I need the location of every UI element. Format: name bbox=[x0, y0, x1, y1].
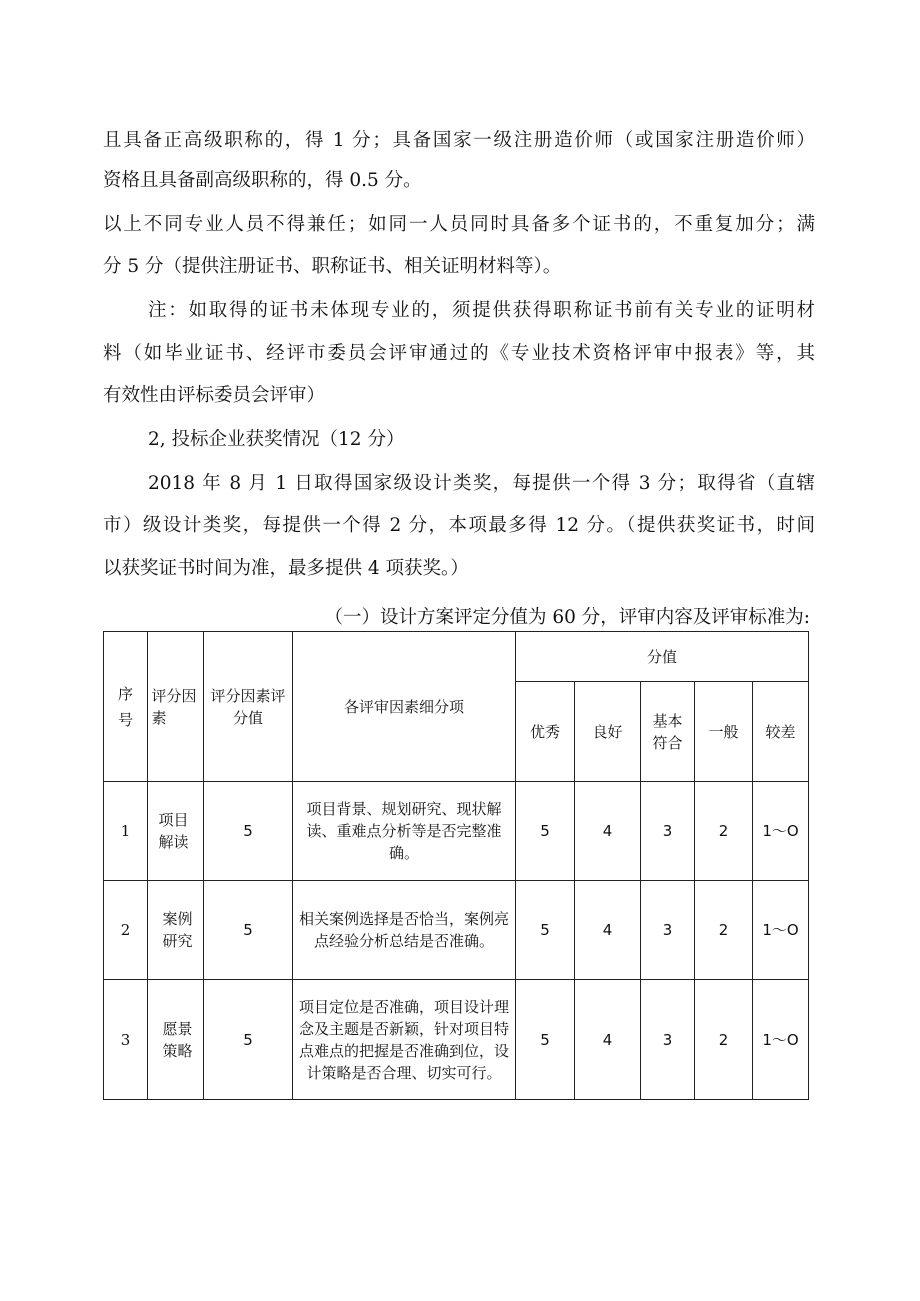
paragraph-line: 且具备正高级职称的，得 1 分；具备国家一级注册造价师（或国家注册造价师） bbox=[103, 130, 815, 151]
paragraph-line: 分 5 分（提供注册证书、职称证书、相关证明材料等）。 bbox=[103, 256, 562, 277]
table-row bbox=[104, 881, 809, 980]
row-factor-score: 5 bbox=[204, 980, 293, 1100]
row-general: 2 bbox=[695, 782, 753, 881]
row-seq: 3 bbox=[104, 980, 148, 1100]
award-line: 2018 年 8 月 1 日取得国家级设计类奖，每提供一个得 3 分；取得省（直辖 bbox=[148, 473, 815, 494]
table-row bbox=[104, 782, 809, 881]
award-line: 市）级设计类奖，每提供一个得 2 分，本项最多得 12 分。（提供获奖证书，时间 bbox=[103, 515, 815, 536]
table-caption: （一）设计方案评定分值为 60 分，评审内容及评审标准为: bbox=[324, 607, 810, 628]
row-factor: 案例研究 bbox=[148, 881, 204, 980]
header-poor: 较差 bbox=[753, 682, 809, 782]
row-factor-score: 5 bbox=[204, 782, 293, 881]
paragraph-line: 资格且具备副高级职称的，得 0.5 分。 bbox=[103, 170, 422, 191]
row-good: 4 bbox=[575, 881, 641, 980]
table-header-row bbox=[104, 632, 809, 682]
row-basic: 3 bbox=[641, 881, 695, 980]
row-basic: 3 bbox=[641, 782, 695, 881]
row-detail: 项目定位是否准确，项目设计理念及主题是否新颖，针对项目特点难点的把握是否准确到位，设计策略是否合理、切实可行。 bbox=[293, 980, 516, 1100]
note-line: 注：如取得的证书未体现专业的，须提供获得职称证书前有关专业的证明材 bbox=[148, 300, 815, 321]
header-score-group: 分值 bbox=[516, 632, 809, 682]
note-line: 有效性由评标委员会评审） bbox=[103, 385, 326, 406]
row-seq: 1 bbox=[104, 782, 148, 881]
section-heading: 2, 投标企业获奖情况（12 分） bbox=[148, 429, 405, 450]
row-good: 4 bbox=[575, 782, 641, 881]
row-poor: 1～O bbox=[753, 782, 809, 881]
row-excellent: 5 bbox=[516, 782, 575, 881]
row-good: 4 bbox=[575, 980, 641, 1100]
row-factor: 项目解读 bbox=[148, 782, 204, 881]
row-excellent: 5 bbox=[516, 881, 575, 980]
row-poor: 1～O bbox=[753, 980, 809, 1100]
row-seq: 2 bbox=[104, 881, 148, 980]
header-good: 良好 bbox=[575, 682, 641, 782]
row-general: 2 bbox=[695, 980, 753, 1100]
row-factor: 愿景策略 bbox=[148, 980, 204, 1100]
scoring-table bbox=[103, 631, 809, 1100]
award-line: 以获奖证书时间为准，最多提供 4 项获奖。） bbox=[103, 558, 469, 579]
row-excellent: 5 bbox=[516, 980, 575, 1100]
note-line: 料（如毕业证书、经评市委员会评审通过的《专业技术资格评审中报表》等，其 bbox=[103, 343, 815, 364]
header-seq: 序号 bbox=[104, 632, 148, 782]
row-general: 2 bbox=[695, 881, 753, 980]
row-poor: 1～O bbox=[753, 881, 809, 980]
row-detail: 相关案例选择是否恰当，案例亮点经验分析总结是否准确。 bbox=[293, 881, 516, 980]
header-detail: 各评审因素细分项 bbox=[293, 632, 516, 782]
paragraph-line: 以上不同专业人员不得兼任；如同一人员同时具备多个证书的，不重复加分；满 bbox=[103, 214, 815, 235]
header-general: 一般 bbox=[695, 682, 753, 782]
row-basic: 3 bbox=[641, 980, 695, 1100]
header-basic: 基本符合 bbox=[641, 682, 695, 782]
table-row bbox=[104, 980, 809, 1100]
header-factor-score: 评分因素评分值 bbox=[204, 632, 293, 782]
row-detail: 项目背景、规划研究、现状解读、重难点分析等是否完整准确。 bbox=[293, 782, 516, 881]
row-factor-score: 5 bbox=[204, 881, 293, 980]
header-factor: 评分因素 bbox=[148, 632, 204, 782]
header-excellent: 优秀 bbox=[516, 682, 575, 782]
